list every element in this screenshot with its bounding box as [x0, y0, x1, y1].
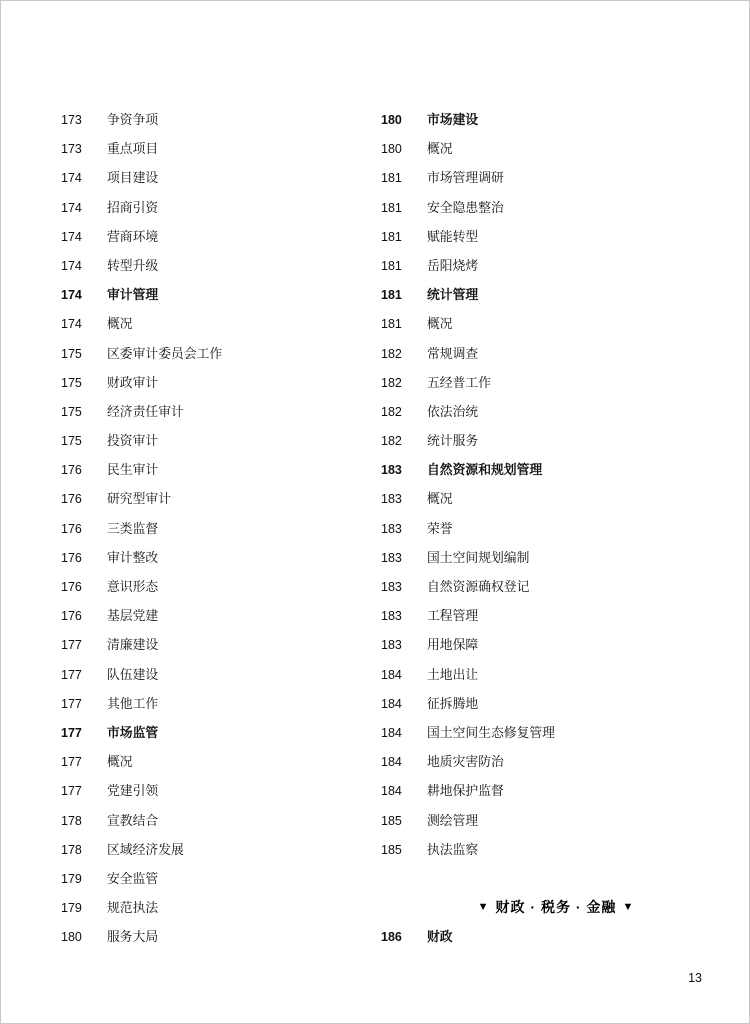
toc-entry[interactable] — [381, 368, 701, 397]
toc-entry-title: 赋能转型 — [427, 228, 479, 244]
toc-entry-title: 招商引资 — [107, 199, 159, 215]
toc-entry-title: 统计管理 — [427, 287, 479, 303]
table-of-contents — [61, 105, 701, 951]
toc-part-heading-text: 财政 · 税务 · 金融 — [495, 899, 617, 916]
toc-page-number: 176 — [61, 463, 82, 478]
toc-entry-title: 安全监管 — [107, 870, 159, 886]
toc-entry-title: 市场建设 — [427, 112, 479, 127]
toc-page-number: 185 — [381, 813, 402, 828]
toc-entry-title: 岳阳烧烤 — [427, 257, 479, 273]
toc-entry[interactable] — [61, 922, 381, 951]
page-folio-number: 13 — [688, 971, 702, 985]
toc-page-number: 181 — [381, 288, 402, 303]
toc-entry[interactable] — [381, 572, 701, 601]
triangle-left-icon: ▼ — [477, 901, 490, 914]
toc-page-number: 183 — [381, 638, 402, 653]
toc-entry-title: 区委审计委员会工作 — [107, 345, 223, 361]
toc-entry[interactable] — [61, 806, 381, 835]
toc-page-number: 177 — [61, 755, 82, 770]
toc-entry-title: 自然资源和规划管理 — [427, 462, 543, 478]
toc-entry[interactable] — [381, 339, 701, 368]
toc-page-number: 183 — [381, 609, 402, 624]
toc-page-number: 173 — [61, 113, 82, 127]
toc-entry-title: 投资审计 — [107, 433, 159, 449]
toc-page-number: 178 — [61, 842, 82, 857]
toc-entry[interactable] — [61, 163, 381, 192]
toc-entry-title: 宣教结合 — [107, 812, 159, 828]
toc-entry-title: 转型升级 — [107, 257, 159, 273]
toc-page-number: 182 — [381, 375, 402, 390]
toc-page-number: 174 — [61, 317, 82, 332]
toc-entry[interactable] — [381, 718, 701, 747]
toc-entry[interactable] — [61, 747, 381, 776]
toc-entry[interactable] — [61, 134, 381, 163]
toc-entry-title: 自然资源确权登记 — [427, 579, 530, 594]
toc-page-number: 185 — [381, 842, 402, 857]
toc-page-number: 174 — [61, 288, 82, 303]
toc-right-column — [381, 105, 701, 951]
toc-page-number: 179 — [61, 901, 82, 916]
toc-entry-title: 耕地保护监督 — [427, 783, 504, 799]
toc-page-number: 174 — [61, 229, 82, 244]
toc-entry-title: 项目建设 — [107, 170, 159, 186]
toc-entry[interactable] — [381, 660, 701, 689]
toc-page-number: 182 — [381, 434, 402, 449]
toc-page-number: 181 — [381, 317, 402, 332]
toc-entry-title: 征拆腾地 — [427, 695, 479, 711]
toc-entry[interactable] — [61, 543, 381, 572]
toc-page-number: 173 — [61, 142, 82, 157]
toc-entry-title: 测绘管理 — [427, 812, 479, 828]
toc-entry-title: 三类监督 — [107, 520, 159, 536]
toc-entry[interactable] — [61, 601, 381, 630]
toc-page-number: 176 — [61, 550, 82, 565]
toc-section-entry[interactable] — [61, 718, 381, 747]
toc-entry[interactable] — [61, 484, 381, 513]
toc-entry-title: 荣誉 — [427, 520, 453, 536]
toc-page-number: 184 — [381, 725, 402, 740]
toc-page-number: 182 — [381, 404, 402, 419]
toc-entry-title: 国土空间生态修复管理 — [427, 724, 555, 740]
toc-page-number: 177 — [61, 725, 82, 740]
toc-entry[interactable] — [61, 835, 381, 864]
toc-page-number: 178 — [61, 813, 82, 828]
toc-page-number: 177 — [61, 696, 82, 711]
toc-entry-title: 经济责任审计 — [107, 403, 184, 419]
toc-entry-title: 基层党建 — [107, 608, 159, 624]
toc-page-number: 183 — [381, 521, 402, 536]
toc-page-number: 177 — [61, 784, 82, 799]
section-spacer — [381, 864, 701, 893]
toc-page-number: 175 — [61, 404, 82, 419]
toc-entry-title: 概况 — [107, 316, 133, 332]
toc-entry-title: 概况 — [107, 754, 133, 770]
toc-entry-title: 其他工作 — [107, 695, 159, 711]
toc-page-number: 181 — [381, 258, 402, 273]
toc-page-number: 184 — [381, 667, 402, 682]
toc-page-number: 174 — [61, 258, 82, 273]
toc-entry[interactable] — [381, 514, 701, 543]
toc-entry[interactable] — [381, 397, 701, 426]
toc-entry[interactable] — [381, 134, 701, 163]
toc-entry-title: 五经普工作 — [427, 374, 491, 390]
toc-page-number: 175 — [61, 434, 82, 449]
toc-section-entry[interactable] — [381, 455, 701, 484]
toc-page-number: 175 — [61, 375, 82, 390]
toc-page-number: 182 — [381, 346, 402, 361]
toc-entry[interactable] — [381, 251, 701, 280]
toc-entry-title: 清廉建设 — [107, 637, 159, 653]
toc-entry[interactable] — [381, 689, 701, 718]
toc-entry[interactable] — [61, 689, 381, 718]
toc-entry-title: 国土空间规划编制 — [427, 549, 530, 565]
toc-page-number: 181 — [381, 171, 402, 186]
toc-entry[interactable] — [61, 397, 381, 426]
toc-entry[interactable] — [381, 806, 701, 835]
toc-page-number: 184 — [381, 696, 402, 711]
toc-entry[interactable] — [61, 368, 381, 397]
toc-page-number: 183 — [381, 463, 402, 478]
toc-entry[interactable] — [381, 601, 701, 630]
toc-page-number: 181 — [381, 229, 402, 244]
toc-section-entry[interactable] — [61, 280, 381, 309]
toc-entry-title: 依法治统 — [427, 403, 479, 419]
toc-page-number: 186 — [381, 930, 402, 945]
toc-page-number: 179 — [61, 871, 82, 886]
toc-entry-title: 执法监察 — [427, 841, 479, 857]
toc-entry-title: 工程管理 — [427, 608, 479, 624]
toc-entry-title: 队伍建设 — [107, 666, 159, 682]
toc-entry[interactable] — [61, 339, 381, 368]
toc-page-number: 176 — [61, 521, 82, 536]
toc-page-number: 174 — [61, 171, 82, 186]
toc-entry[interactable] — [381, 222, 701, 251]
toc-entry-title: 党建引领 — [107, 783, 159, 799]
toc-entry-title: 土地出让 — [427, 666, 479, 682]
toc-part-heading — [381, 893, 701, 922]
toc-entry[interactable] — [61, 572, 381, 601]
toc-entry[interactable] — [381, 747, 701, 776]
toc-page-number: 175 — [61, 346, 82, 361]
toc-page-number: 183 — [381, 550, 402, 565]
toc-entry-title: 统计服务 — [427, 433, 479, 449]
toc-entry[interactable] — [61, 105, 381, 134]
toc-entry[interactable] — [381, 484, 701, 513]
toc-entry-title: 服务大局 — [107, 929, 159, 945]
toc-entry-title: 营商环境 — [107, 228, 159, 244]
toc-entry[interactable] — [381, 543, 701, 572]
toc-entry-title: 安全隐患整治 — [427, 199, 504, 215]
toc-entry[interactable] — [61, 776, 381, 805]
toc-entry-title: 规范执法 — [107, 900, 159, 916]
toc-page-number: 176 — [61, 609, 82, 624]
toc-entry-title: 概况 — [427, 491, 453, 507]
toc-entry[interactable] — [61, 455, 381, 484]
toc-page-number: 176 — [61, 580, 82, 594]
toc-entry-title: 财政审计 — [107, 374, 159, 390]
toc-entry[interactable] — [61, 251, 381, 280]
toc-section-entry[interactable] — [381, 280, 701, 309]
toc-page-number: 183 — [381, 580, 402, 594]
triangle-right-icon: ▼ — [622, 901, 635, 914]
toc-page-number: 183 — [381, 492, 402, 507]
toc-entry[interactable] — [381, 776, 701, 805]
toc-section-entry[interactable] — [381, 105, 701, 134]
toc-entry[interactable] — [61, 193, 381, 222]
toc-entry-title: 意识形态 — [107, 579, 159, 594]
toc-entry[interactable] — [61, 630, 381, 659]
toc-entry-title: 市场管理调研 — [427, 170, 504, 186]
toc-entry[interactable] — [61, 222, 381, 251]
toc-entry[interactable] — [381, 193, 701, 222]
toc-page-number: 180 — [61, 930, 82, 945]
toc-entry-title: 审计整改 — [107, 549, 159, 565]
toc-entry[interactable] — [61, 426, 381, 455]
toc-entry-title: 审计管理 — [107, 287, 159, 303]
toc-page-number: 180 — [381, 142, 402, 157]
toc-left-column — [61, 105, 381, 951]
toc-page-number: 174 — [61, 200, 82, 215]
toc-entry-title: 区域经济发展 — [107, 841, 184, 857]
toc-entry[interactable] — [381, 426, 701, 455]
toc-page-number: 184 — [381, 755, 402, 770]
toc-entry-title: 概况 — [427, 316, 453, 332]
toc-entry[interactable] — [381, 309, 701, 338]
toc-entry[interactable] — [381, 630, 701, 659]
toc-page-number: 176 — [61, 492, 82, 507]
toc-entry[interactable] — [61, 893, 381, 922]
toc-entry[interactable] — [61, 864, 381, 893]
toc-entry-title: 概况 — [427, 141, 453, 157]
toc-section-entry[interactable] — [381, 922, 701, 951]
toc-entry[interactable] — [381, 835, 701, 864]
toc-entry-title: 用地保障 — [427, 637, 479, 653]
toc-entry-title: 研究型审计 — [107, 491, 171, 507]
toc-entry-title: 民生审计 — [107, 462, 159, 478]
toc-entry-title: 争资争项 — [107, 112, 159, 127]
toc-page-number: 180 — [381, 113, 402, 127]
toc-entry[interactable] — [381, 163, 701, 192]
toc-entry-title: 市场监管 — [107, 724, 159, 740]
toc-page-number: 181 — [381, 200, 402, 215]
toc-entry-title: 地质灾害防治 — [427, 754, 504, 770]
toc-entry-title: 财政 — [427, 929, 453, 945]
toc-entry[interactable] — [61, 309, 381, 338]
toc-page-number: 177 — [61, 638, 82, 653]
toc-entry-title: 重点项目 — [107, 141, 159, 157]
toc-page-number: 184 — [381, 784, 402, 799]
toc-entry[interactable] — [61, 660, 381, 689]
toc-entry-title: 常规调查 — [427, 345, 479, 361]
toc-page-number: 177 — [61, 667, 82, 682]
toc-entry[interactable] — [61, 514, 381, 543]
